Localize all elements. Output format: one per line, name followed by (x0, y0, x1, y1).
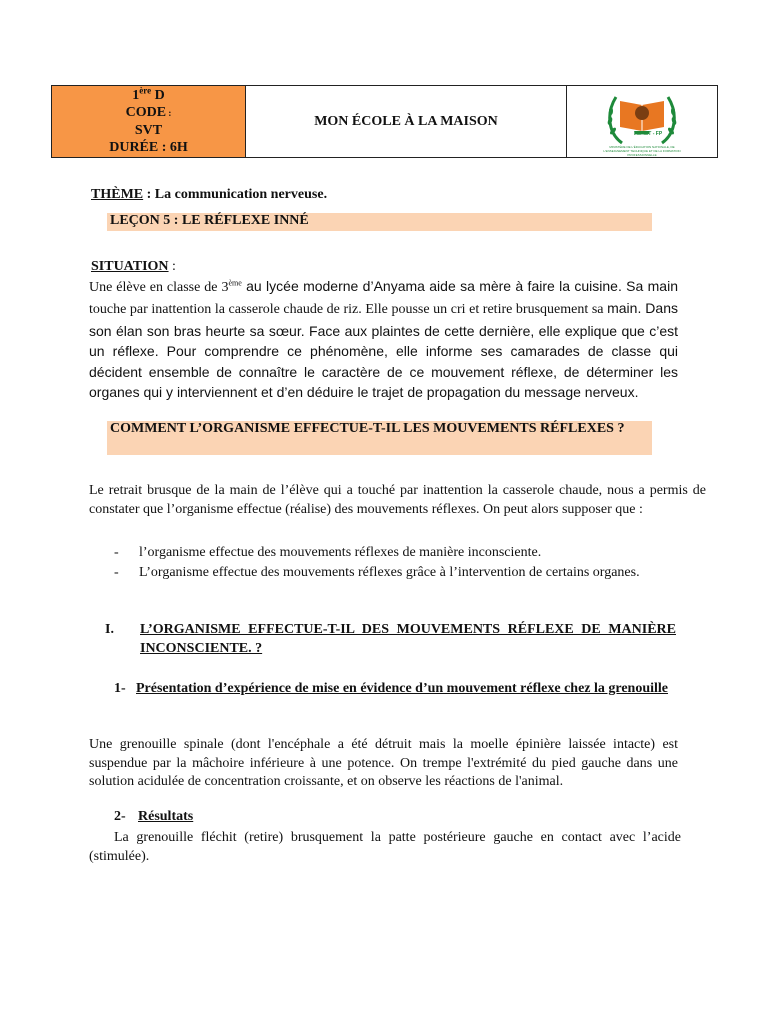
theme: THÈME : La communication nerveuse. (91, 187, 328, 202)
ministry-logo-icon (602, 87, 682, 151)
ministry-logo (567, 87, 717, 157)
results-paragraph: La grenouille fléchit (retire) brusquement la patte postérieure gauche en contact avec l’acide (stimulée). (89, 830, 681, 864)
header-table (51, 85, 718, 158)
document-title: MON ÉCOLE À LA MAISON (246, 86, 567, 158)
duration: DURÉE : 6H (109, 140, 188, 155)
hypotheses-list (114, 543, 706, 583)
situation-text: Une élève en classe de 3ème au lycée moderne d’Anyama aide sa mère à faire la cuisine. Sa main touche par inattention la casserole chaude de riz. Elle pousse un cri et retire brusquement sa main. Dans son élan son bras heurte sa sœur. Face aux plaintes de cette dernière, elle explique que c’est un réflexe. Pour comprendre ce phénomène, elle informe ses camarades de classe qui décident ensemble de connaître le caractère de ce mouvement réflexe, de déterminer les organes qui y interviennent et d’en déduire le trajet de propagation du message nerveux. (89, 278, 678, 401)
logo-text: MENET - FP (633, 130, 663, 137)
subsection-1-heading: 1- Présentation d’expérience de mise en évidence d’un mouvement réflexe chez la grenouille (114, 681, 669, 696)
list-item: - l’organisme effectue des mouvements réflexes de manière inconsciente. (114, 545, 542, 560)
intro-paragraph: Le retrait brusque de la main de l’élève qui a touché par inattention la casserole chaude, nous a permis de constater que l’organisme effectue (réalise) des mouvements réflexes. On peut alors supposer que : (89, 483, 706, 517)
class-level: 1ère D (132, 85, 165, 103)
experiment-paragraph: Une grenouille spinale (dont l'encéphale a été détruit mais la moelle épinière laissée intacte) est suspendue par la mâchoire inférieure à une potence. On trempe l'extrémité du pied gauche dans une solution acidulée de concentration croissante, et on observe les réactions de l'animal. (89, 737, 678, 789)
situation-heading: SITUATION : (91, 259, 176, 274)
subsection-2-heading: 2- Résultats (114, 809, 194, 824)
section-1-heading: I. L’ORGANISME EFFECTUE-T-IL DES MOUVEMENTS RÉFLEXE DE MANIÈRE INCONSCIENTE. ? (105, 622, 676, 656)
logo-subtext: MINISTÈRE DE L'ÉDUCATION NATIONALE, DE L'ENSEIGNEMENT TECHNIQUE ET DE LA FORMATION PROFESSIONNELLE (603, 144, 681, 157)
list-item: - L’organisme effectue des mouvements réflexes grâce à l’intervention de certains organes. (114, 565, 640, 580)
lesson-banner: LEÇON 5 : LE RÉFLEXE INNÉ (107, 213, 652, 231)
question-banner: COMMENT L’ORGANISME EFFECTUE-T-IL LES MOUVEMENTS RÉFLEXES ? (107, 421, 652, 455)
logo-cell (567, 86, 718, 158)
course-code: CODE : (125, 105, 172, 120)
course-info-cell (52, 86, 246, 158)
subject: SVT (134, 123, 163, 138)
